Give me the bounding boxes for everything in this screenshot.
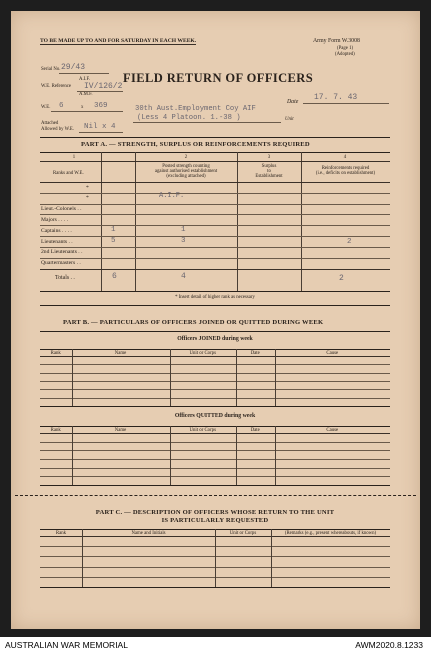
totals-reinforcements: 2 [339,274,344,283]
rank-label: Captains . . . . [41,227,72,234]
footer-institution: AUSTRALIAN WAR MEMORIAL [5,640,128,650]
part-b-title: PART B. — PARTICULARS OF OFFICERS JOINED OR QUITTED DURING WEEK [63,319,324,326]
col3-header-3: Establishment [255,174,283,179]
column-header: Unit or Corps [229,530,257,536]
we-value-a: 6 [59,102,64,110]
aif-entry: A.I.F. [159,192,185,200]
col2-header-1: Posted strength counting [162,164,210,169]
posted-cell: 3 [181,237,186,245]
col2-header-2: against authorised establishment [154,169,218,174]
serial-label: Serial No. [41,67,61,72]
column-header: Unit or Corps [189,427,216,433]
top-note: TO BE MADE UP TO AND FOR SATURDAY IN EACH WEEK. [40,38,197,44]
we-reference-value: IV/126/2 [84,82,123,91]
totals-we: 6 [112,272,117,281]
rank-label: Lieutenants . . [41,238,73,245]
date-value: 17. 7. 43 [314,93,358,102]
adopted-note: (Adopted) [335,52,355,57]
archive-footer [0,637,431,653]
column-header: Date [250,427,260,433]
unit-label: Unit [285,117,294,122]
col1-header: Ranks and W.E. [53,171,84,176]
we-x: x [81,105,84,110]
col4-header-1: Reinforcements required [321,166,370,171]
posted-cell: 1 [181,226,186,235]
totals-label: Totals . . [55,275,75,281]
serial-value: 29/43 [61,63,86,72]
rank-label: Lieut.-Colonels . . [41,206,82,213]
page-note: (Page 1) [337,46,354,51]
aif-label: A.I.F. [79,77,90,82]
unit-value-line-2: (Less 4 Platoon. 1.-38 ) [137,114,241,122]
footer-accession-number: AWM2020.8.1233 [355,640,423,650]
part-c-title-1: PART C. — DESCRIPTION OF OFFICERS WHOSE RETURN TO THE UNIT [95,509,335,516]
column-header: Cause [326,350,339,356]
quitted-title: Officers QUITTED during week [174,413,256,419]
allowed-by-we-label: Allowed by W.E. [41,127,75,132]
col-num-1: 1 [72,155,76,160]
unit-value-line-1: 30th Aust.Employment Coy AIF [135,105,256,113]
column-header: Unit or Corps [189,350,216,356]
form-sheet [11,11,420,629]
col4-header-2: (i.e., deficits on establishment) [315,171,376,176]
rank-label: Quartermasters . . [41,260,81,267]
column-header: Name and Initials [131,530,166,536]
column-header: Rank [50,350,61,356]
col-num-2: 2 [184,155,188,160]
rank-label: Majors . . . . [41,216,69,223]
part-c-title-2: IS PARTICULARLY REQUESTED [161,517,269,524]
totals-posted: 4 [181,272,186,281]
column-header: Rank [50,427,61,433]
joined-title: Officers JOINED during week [177,336,253,342]
column-header: (Remarks (e.g., present whereabouts, if known) [284,530,377,536]
column-header: Date [250,350,260,356]
form-name: Army Form W.3008 [313,38,360,44]
we-cell: 1 [111,226,116,235]
col-num-4: 4 [343,155,347,160]
we-cell: 5 [111,237,116,245]
part-a-title: PART A. — STRENGTH, SURPLUS OR REINFORCEMENTS REQUIRED [81,141,310,148]
column-header: Cause [326,427,339,433]
attached-label: Attached [41,121,59,126]
attached-value: Nil x 4 [84,123,116,131]
col-num-3: 3 [267,155,271,160]
we-reference-label: W.E. Reference [41,84,72,89]
rank-label: 2nd Lieutenants . . [41,249,83,256]
col3-header-2: to [267,169,271,174]
we-value-b: 369 [94,102,108,110]
amf-label: A.M.F. [79,92,93,97]
rank-label: * [86,195,89,202]
column-header: Name [114,427,127,433]
date-label: Date [287,99,299,105]
col2-header-3: (excluding attached) [166,174,206,179]
reinforcements-cell: 2 [347,237,352,246]
part-a-footnote: * Insert detail of higher rank as necessary [175,295,255,300]
column-header: Rank [55,530,67,536]
rank-label: * [86,184,89,191]
form-title: FIELD RETURN OF OFFICERS [123,71,314,85]
col3-header-1: Surplus [261,164,277,169]
we-label: W.E. [41,105,51,110]
column-header: Name [114,350,127,356]
